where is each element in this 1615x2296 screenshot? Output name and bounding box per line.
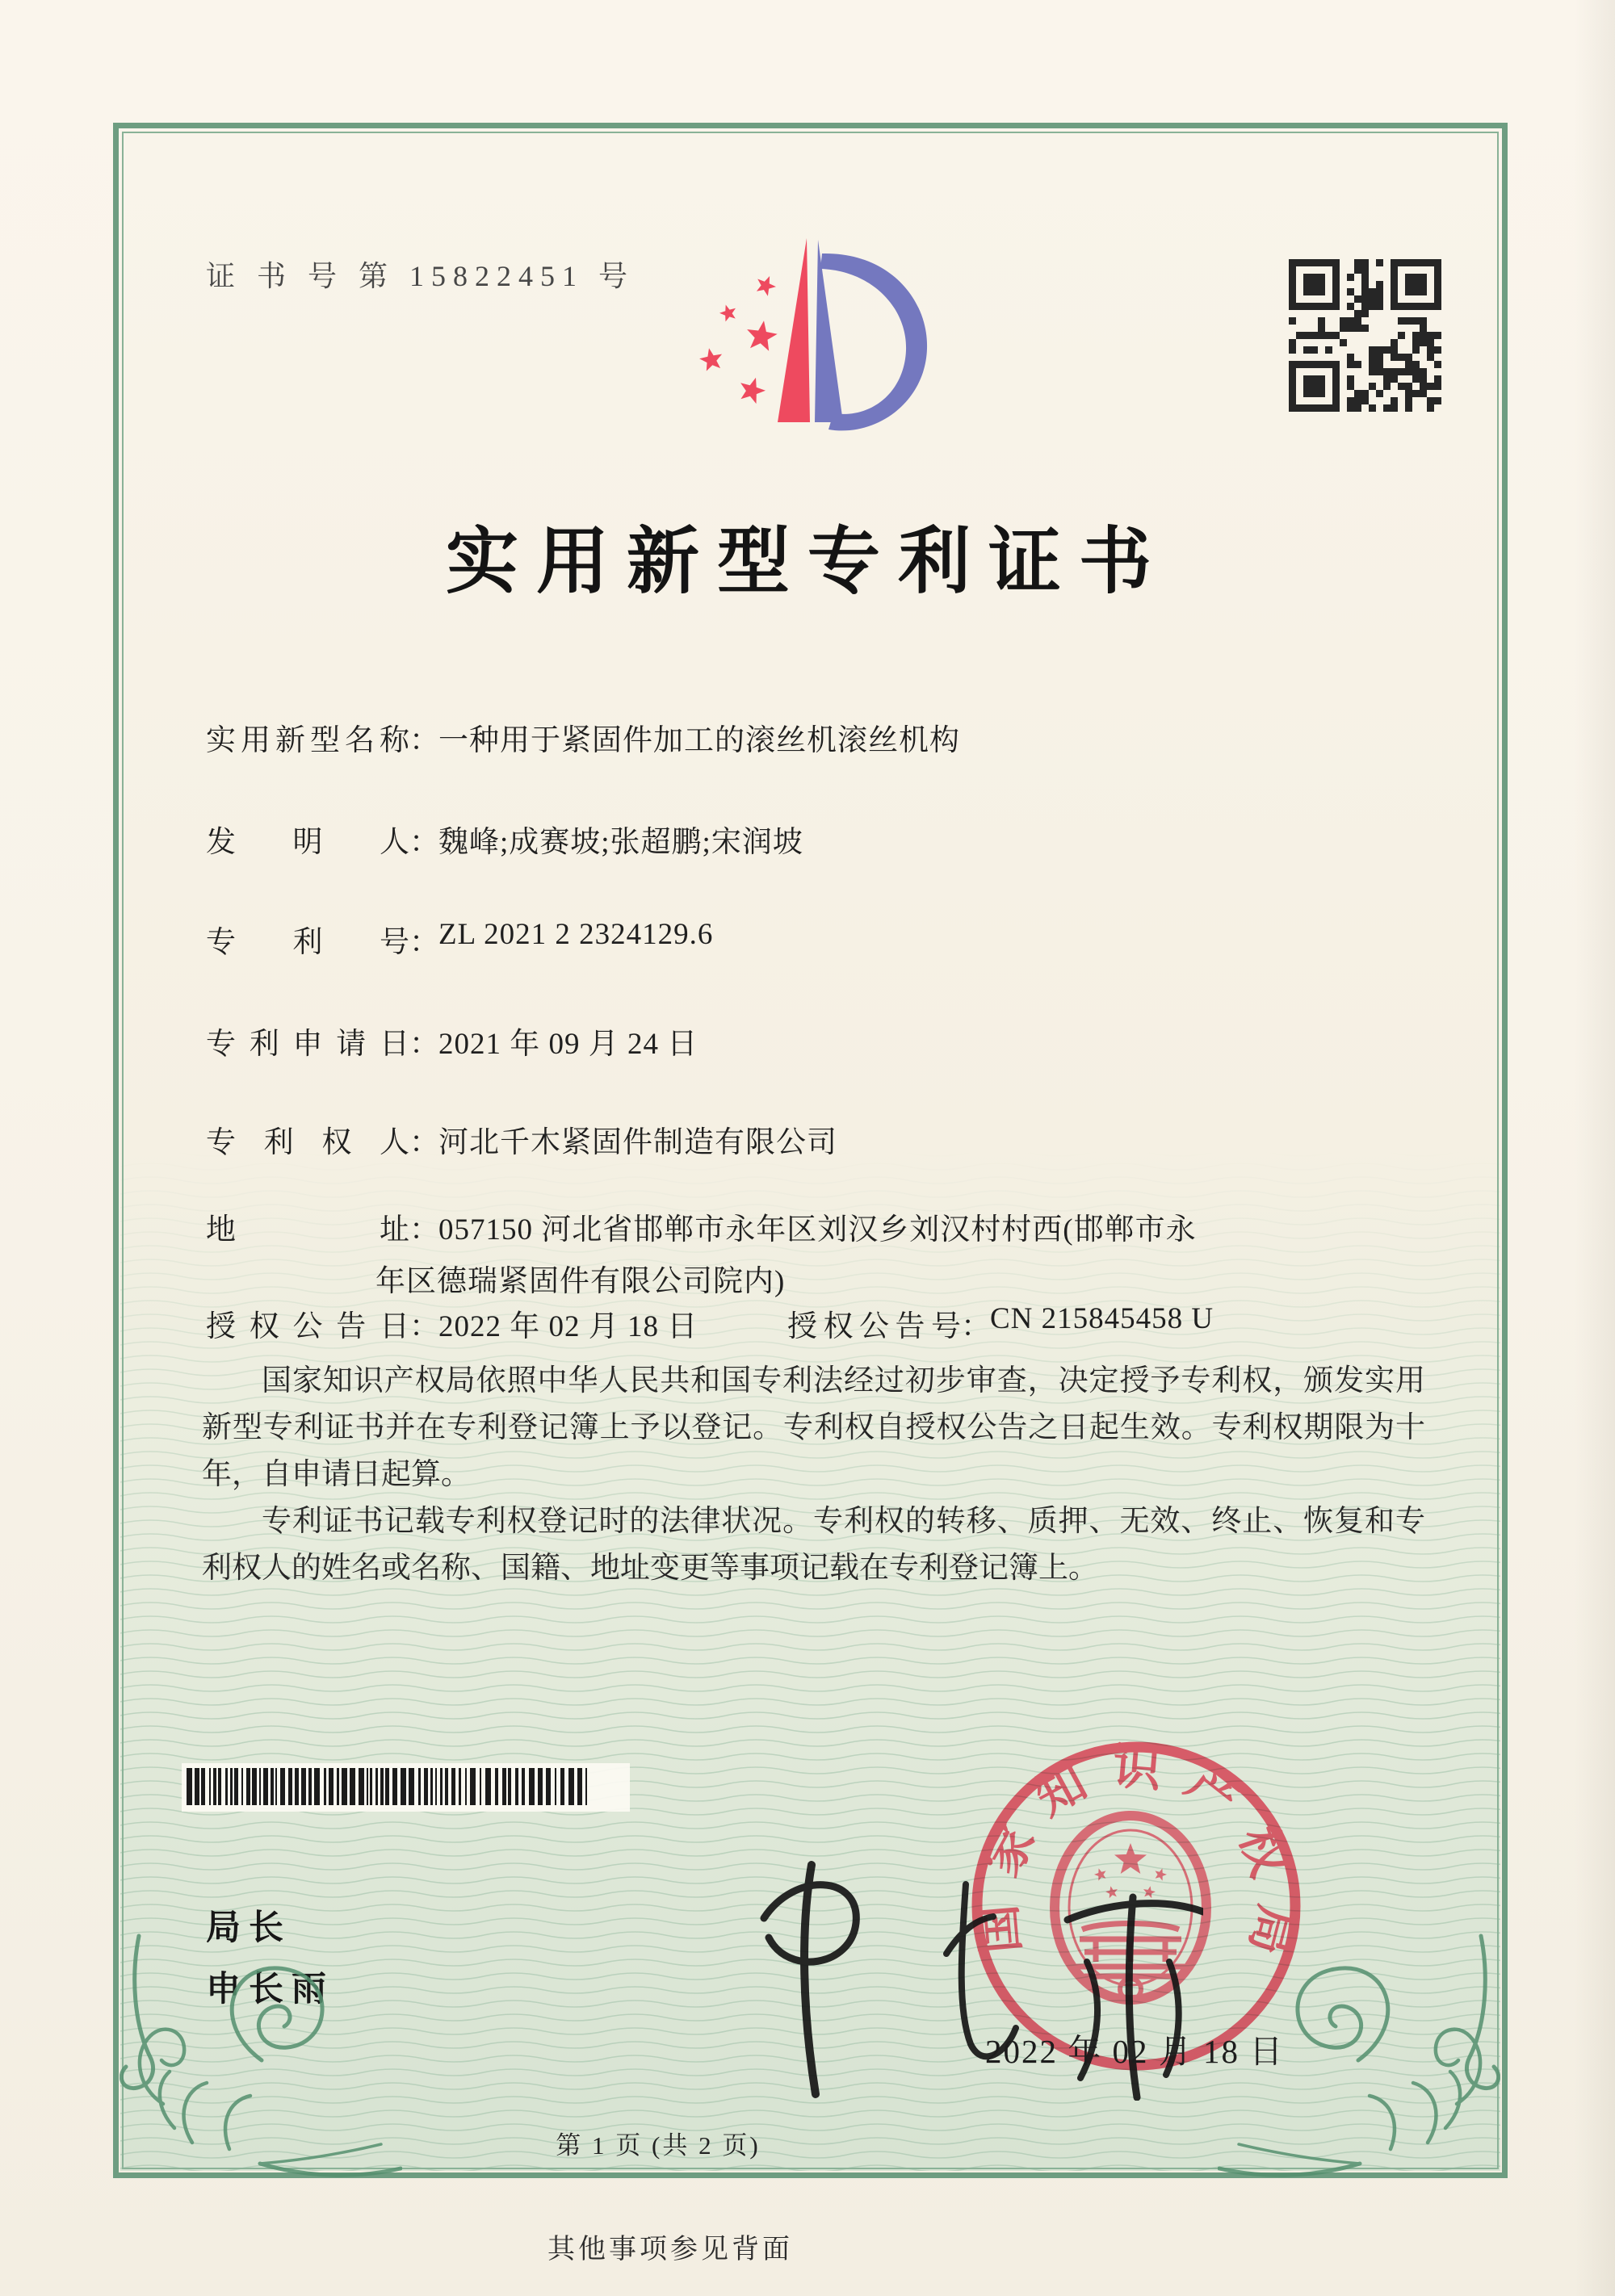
seal-date: 2022 年 02 月 18 日 <box>985 2033 1285 2070</box>
field-value: 一种用于紧固件加工的滚丝机滚丝机构 <box>438 724 960 757</box>
commissioner-title: 局长 <box>206 1908 292 1947</box>
field-row-address <box>206 1205 1197 1246</box>
field-label: 专利权人 <box>206 1126 409 1159</box>
field-label: 实用新型名称 <box>206 724 409 757</box>
field-label: 专利号 <box>206 926 409 959</box>
field-row-filing-date <box>206 1019 698 1061</box>
page-indicator: 第 1 页 (共 2 页) <box>556 2131 761 2160</box>
field-label: 授权公告日 <box>206 1310 409 1343</box>
qr-code <box>1286 257 1444 414</box>
field-address-line2: 年区德瑞紧固件有限公司院内) <box>375 1265 786 1298</box>
field-colon: ： <box>961 1310 991 1343</box>
logo-red-wedge <box>778 238 810 422</box>
corner-flourish-icon <box>120 1931 402 2181</box>
certificate-title: 实用新型专利证书 <box>446 522 1169 602</box>
legal-text <box>202 1358 1425 1592</box>
back-side-note: 其他事项参见背面 <box>547 2235 793 2265</box>
field-value: CN 215845458 U <box>990 1302 1214 1335</box>
scan-edge-shade <box>1575 0 1615 2296</box>
legal-paragraph-2: 专利证书记载专利权登记时的法律状况。专利权的转移、质押、无效、终止、恢复和专利权人的姓名或名称、国籍、地址变更等事项记载在专利登记簿上。 <box>202 1505 1425 1585</box>
field-row-patent-number <box>206 917 714 959</box>
field-value: 河北千木紧固件制造有限公司 <box>438 1126 837 1159</box>
field-row-name <box>206 715 960 757</box>
field-row-grant <box>206 1301 1214 1343</box>
field-colon: ： <box>409 926 439 959</box>
field-colon: ： <box>409 724 439 757</box>
field-label: 地址 <box>206 1213 409 1246</box>
field-grant-number <box>787 1301 1214 1345</box>
field-label: 发明人 <box>206 826 409 859</box>
barcode <box>182 1763 630 1812</box>
field-value: 2021 年 09 月 24 日 <box>438 1028 698 1061</box>
field-colon: ： <box>409 1028 439 1061</box>
field-colon: ： <box>409 1213 439 1246</box>
legal-paragraph-1: 国家知识产权局依照中华人民共和国专利法经过初步审查，决定授予专利权，颁发实用新型专利证书并在专利登记簿上予以登记。专利权自授权公告之日起生效。专利权期限为十年，自申请日起算。 <box>202 1364 1425 1491</box>
seal-arc-text: 国家知识产权局 <box>969 1740 1304 1982</box>
field-value: 057150 河北省邯郸市永年区刘汉乡刘汉村村西(邯郸市永 <box>438 1213 1197 1246</box>
logo-stars <box>699 276 778 404</box>
field-colon: ： <box>409 1310 439 1343</box>
field-colon: ： <box>409 826 439 859</box>
field-label: 专利申请日 <box>206 1028 409 1061</box>
field-value: ZL 2021 2 2324129.6 <box>438 918 714 951</box>
field-colon: ： <box>409 1126 439 1159</box>
cnipa-patent-logo-icon <box>630 220 953 486</box>
field-value: 2022 年 02 月 18 日 <box>438 1310 698 1343</box>
field-row-inventors <box>206 817 803 859</box>
field-row-patentee <box>206 1117 837 1159</box>
field-value: 魏峰;成赛坡;张超鹏;宋润坡 <box>438 826 803 859</box>
commissioner-name: 申长雨 <box>206 1970 334 2009</box>
field-label: 授权公告号 <box>787 1310 961 1343</box>
certificate-number: 证 书 号 第 15822451 号 <box>206 260 636 292</box>
